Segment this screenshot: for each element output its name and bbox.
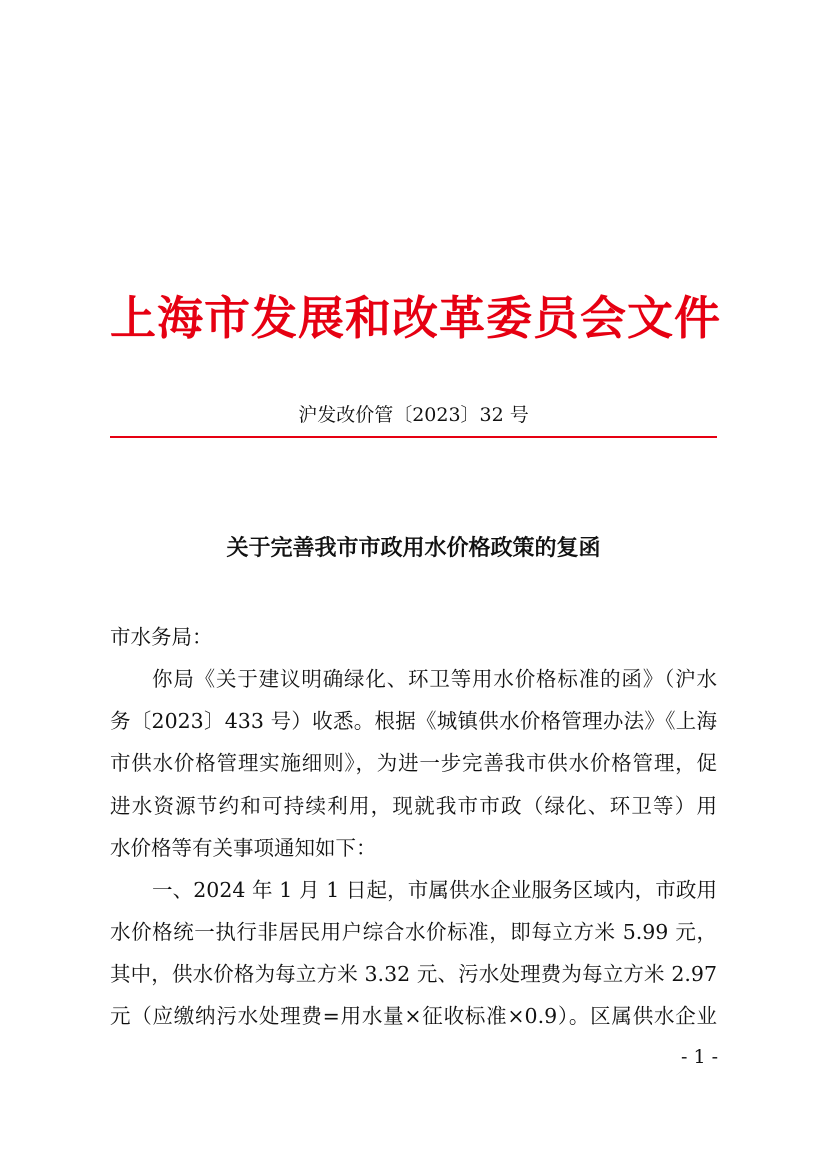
red-divider: [110, 436, 717, 438]
document-subject: 关于完善我市市政用水价格政策的复函: [226, 535, 601, 561]
paragraph-line: 其中，供水价格为每立方米 3.32 元、污水处理费为每立方米 2.97: [110, 962, 717, 986]
page-number: - 1 -: [680, 1046, 718, 1068]
paragraph-line: 市供水价格管理实施细则》，为进一步完善我市供水价格管理，促: [110, 751, 717, 775]
document-number: 沪发改价管〔2023〕32 号: [298, 404, 529, 426]
paragraph-line: 务〔2023〕433 号）收悉。根据《城镇供水价格管理办法》《上海: [110, 709, 717, 733]
paragraph-line: 一、2024 年 1 月 1 日起，市属供水企业服务区域内，市政用: [152, 878, 717, 902]
paragraph-line: 水价格等有关事项通知如下：: [110, 836, 377, 860]
paragraph-line: 元（应缴纳污水处理费=用水量×征收标准×0.9）。区属供水企业: [110, 1004, 717, 1028]
salutation: 市水务局：: [110, 625, 213, 649]
paragraph-line: 你局《关于建议明确绿化、环卫等用水价格标准的函》（沪水: [152, 667, 717, 691]
paragraph-line: 进水资源节约和可持续利用，现就我市市政（绿化、环卫等）用: [110, 794, 717, 818]
issuer-title: 上海市发展和改革委员会文件: [110, 291, 721, 345]
paragraph-line: 水价格统一执行非居民用户综合水价标准，即每立方米 5.99 元，: [110, 920, 717, 944]
